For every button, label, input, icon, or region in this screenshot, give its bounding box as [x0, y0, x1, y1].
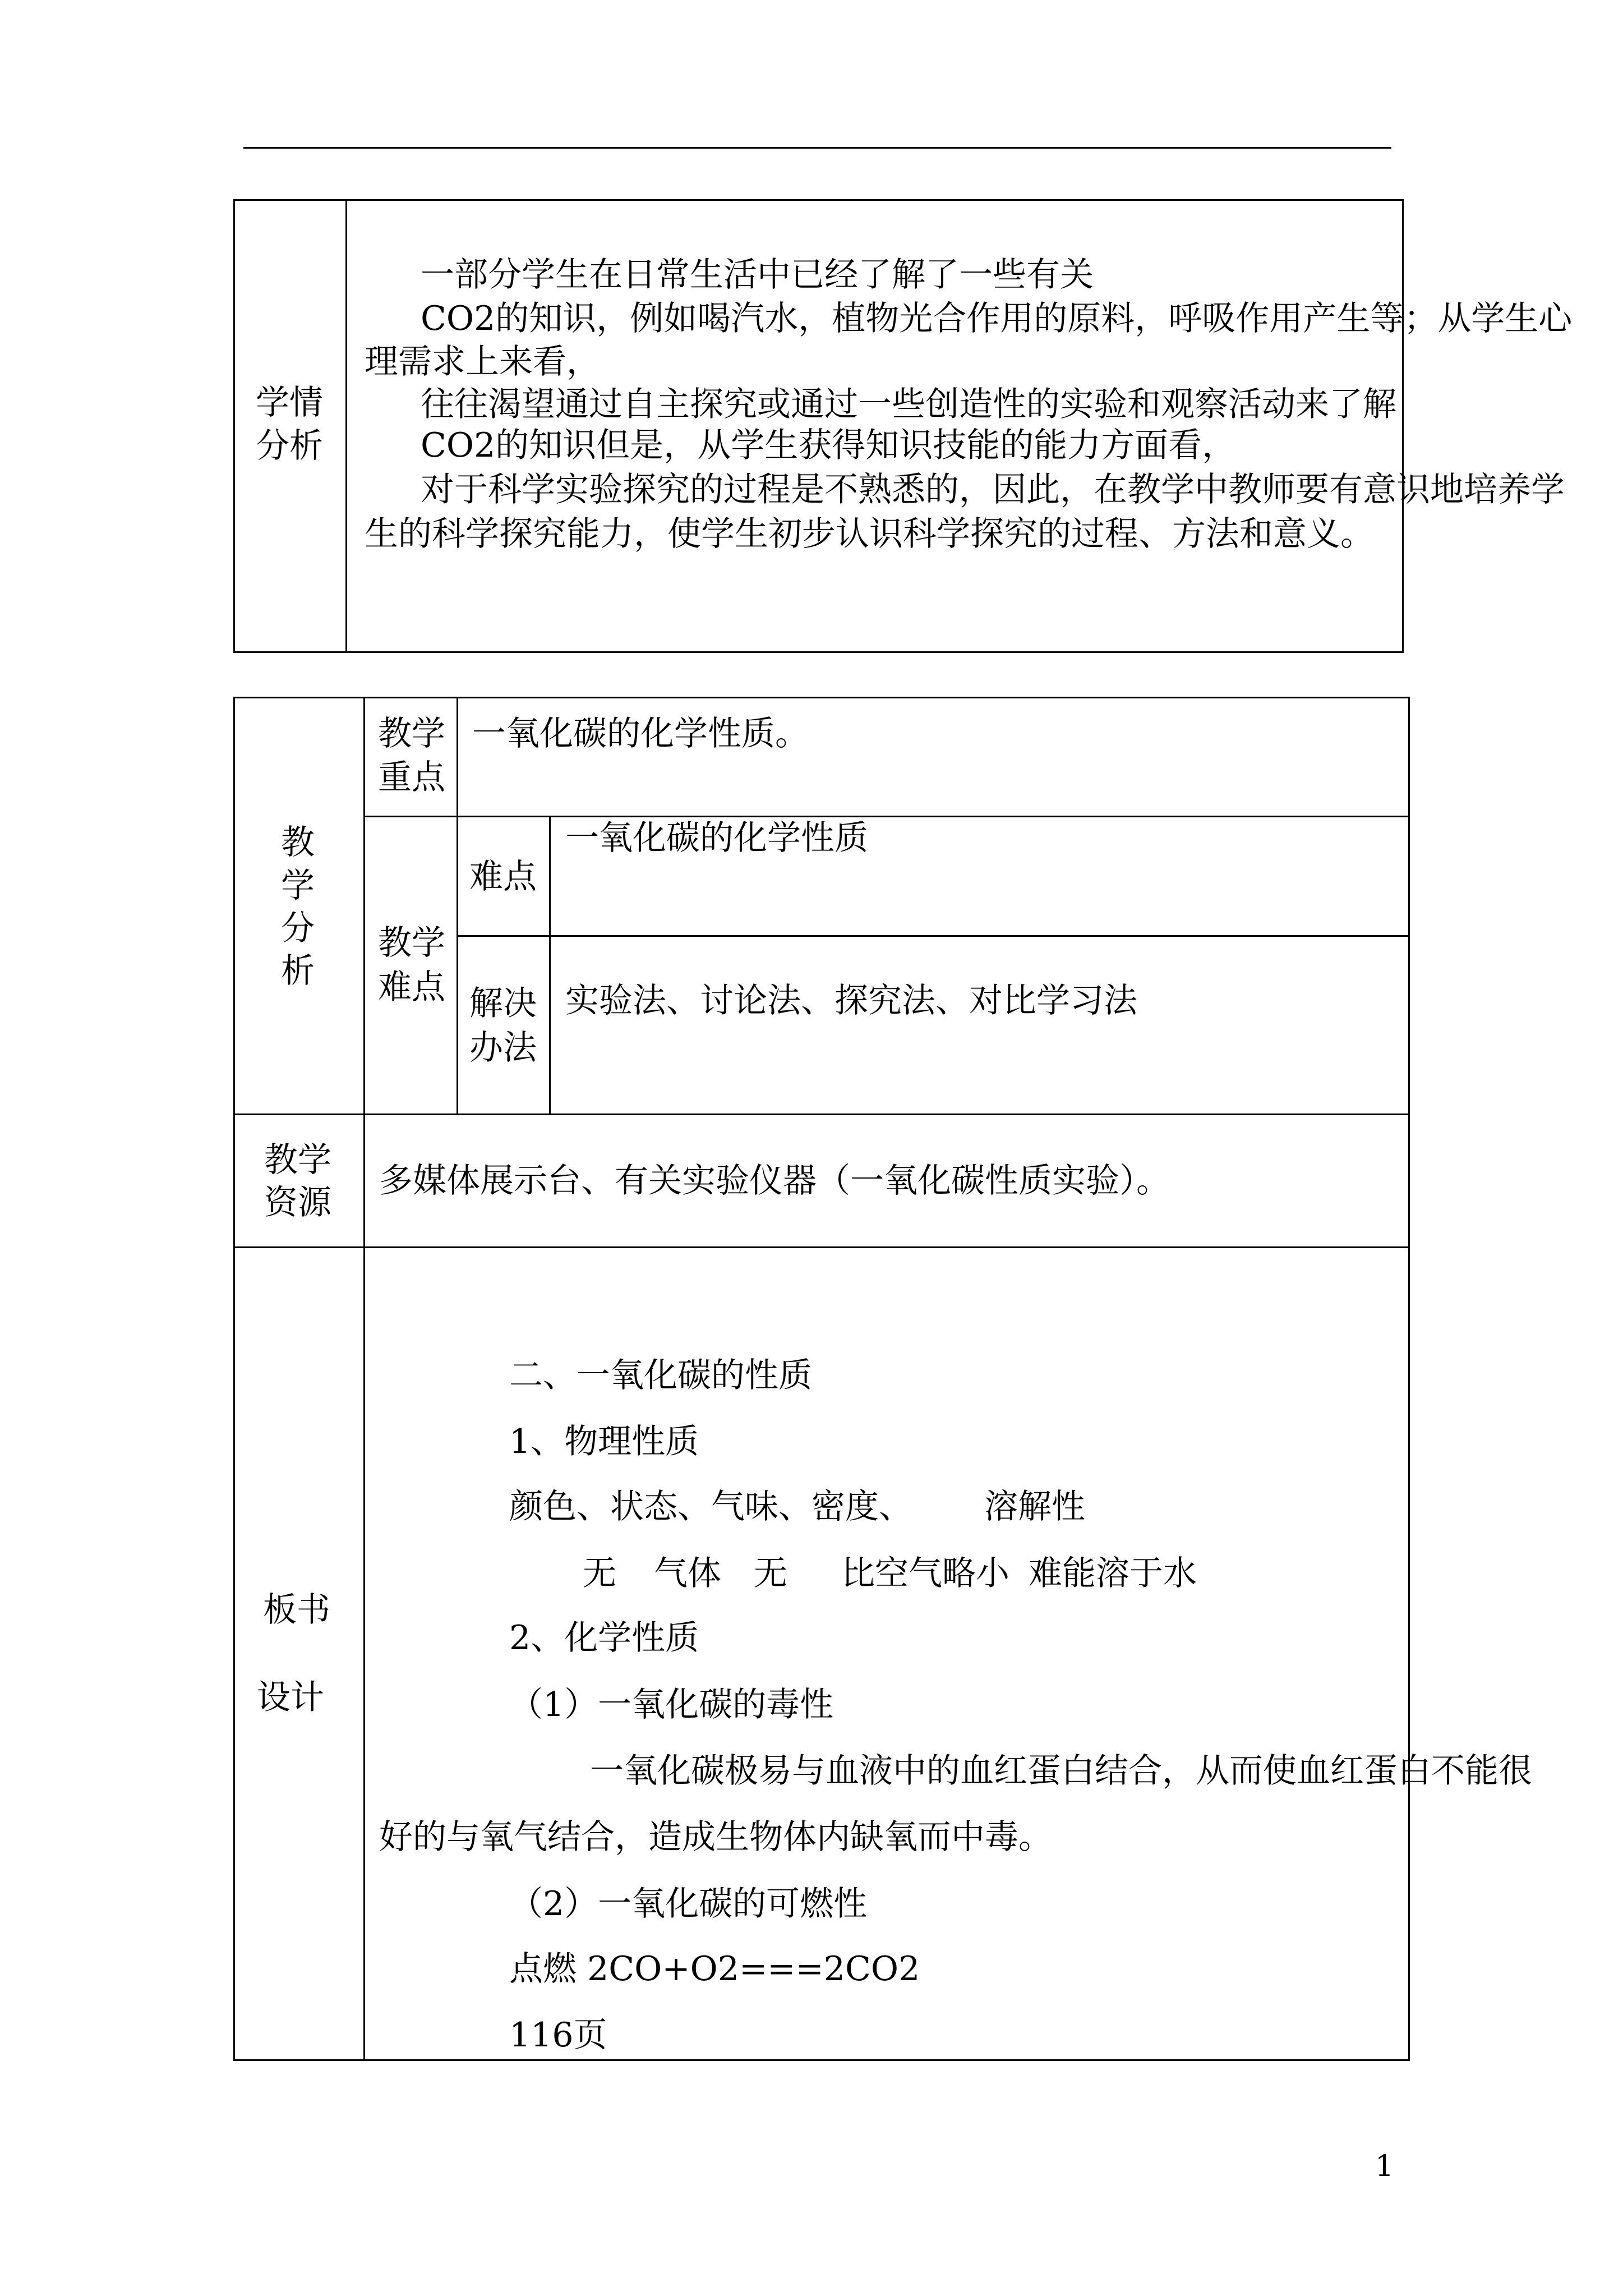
divider	[233, 1114, 1410, 1115]
student-analysis-label: 学情	[256, 383, 323, 422]
analysis-line: CO2的知识，例如喝汽水，植物光合作用的原料，呼吸作用产生等；从学生心	[421, 299, 1573, 338]
divider	[233, 1246, 1410, 1248]
teaching-analysis-label: 学	[281, 866, 315, 905]
board-toxicity: （1）一氧化碳的毒性	[509, 1685, 834, 1724]
divider	[457, 935, 1410, 937]
divider	[549, 816, 551, 1115]
divider	[363, 697, 365, 2061]
board-toxicity-text: 好的与氧气结合，造成生物体内缺氧而中毒。	[379, 1818, 1052, 1857]
board-title: 二、一氧化碳的性质	[509, 1356, 812, 1395]
hard-point-text: 一氧化碳的化学性质	[565, 818, 868, 858]
board-combustion: （2）一氧化碳的可燃性	[509, 1884, 868, 1924]
key-point-text: 一氧化碳的化学性质。	[472, 714, 809, 753]
board-value: 无	[583, 1554, 616, 1593]
divider	[345, 199, 347, 653]
divider	[363, 816, 1410, 817]
solution-label: 办法	[469, 1028, 537, 1068]
board-prop: 溶解性	[984, 1487, 1085, 1526]
resources-label: 教学	[264, 1140, 331, 1180]
teaching-analysis-label: 分	[281, 909, 315, 948]
analysis-line: 理需求上来看，	[365, 342, 600, 381]
teaching-analysis-label: 教	[281, 823, 315, 862]
resources-label: 资源	[264, 1183, 331, 1222]
difficulty-label: 教学	[378, 923, 445, 963]
hard-point-label: 难点	[469, 857, 537, 896]
analysis-line: 往往渴望通过自主探究或通过一些创造性的实验和观察活动来了解	[421, 385, 1396, 424]
page-number: 1	[1375, 2150, 1394, 2183]
board-value: 气体	[654, 1554, 721, 1593]
analysis-line: CO2的知识但是，从学生获得知识技能的能力方面看，	[421, 426, 1236, 465]
teaching-analysis-label: 析	[281, 951, 315, 991]
board-design-label: 设计	[257, 1678, 324, 1717]
difficulty-label: 难点	[378, 968, 445, 1007]
board-value: 无	[754, 1554, 787, 1593]
solution-label: 解决	[469, 984, 537, 1023]
board-value: 比空气略小	[841, 1554, 1009, 1593]
analysis-line: 生的科学探究能力，使学生初步认识科学探究的过程、方法和意义。	[365, 514, 1374, 554]
board-physical: 1、物理性质	[509, 1422, 699, 1461]
board-chemical: 2、化学性质	[509, 1618, 699, 1658]
resources-text: 多媒体展示台、有关实验仪器（一氧化碳性质实验）。	[379, 1161, 1170, 1200]
board-prop: 密度、	[811, 1487, 912, 1526]
solution-text: 实验法、讨论法、探究法、对比学习法	[565, 981, 1137, 1020]
board-design-label: 板书	[263, 1590, 330, 1630]
board-page-ref: 116页	[509, 2016, 607, 2055]
key-point-label: 重点	[378, 758, 445, 797]
analysis-line: 对于科学实验探究的过程是不熟悉的，因此，在教学中教师要有意识地培养学	[421, 470, 1565, 509]
board-equation: 点燃 2CO+O2===2CO2	[509, 1949, 920, 1989]
divider	[457, 697, 458, 1115]
key-point-label: 教学	[378, 714, 445, 753]
board-prop: 颜色、状态、气味、	[509, 1487, 812, 1526]
header-rule	[243, 147, 1391, 149]
board-value: 难能溶于水	[1029, 1554, 1197, 1593]
analysis-line: 一部分学生在日常生活中已经了解了一些有关	[421, 255, 1094, 295]
board-toxicity-text: 一氧化碳极易与血液中的血红蛋白结合，从而使血红蛋白不能很	[590, 1751, 1532, 1791]
student-analysis-label: 分析	[256, 426, 323, 466]
